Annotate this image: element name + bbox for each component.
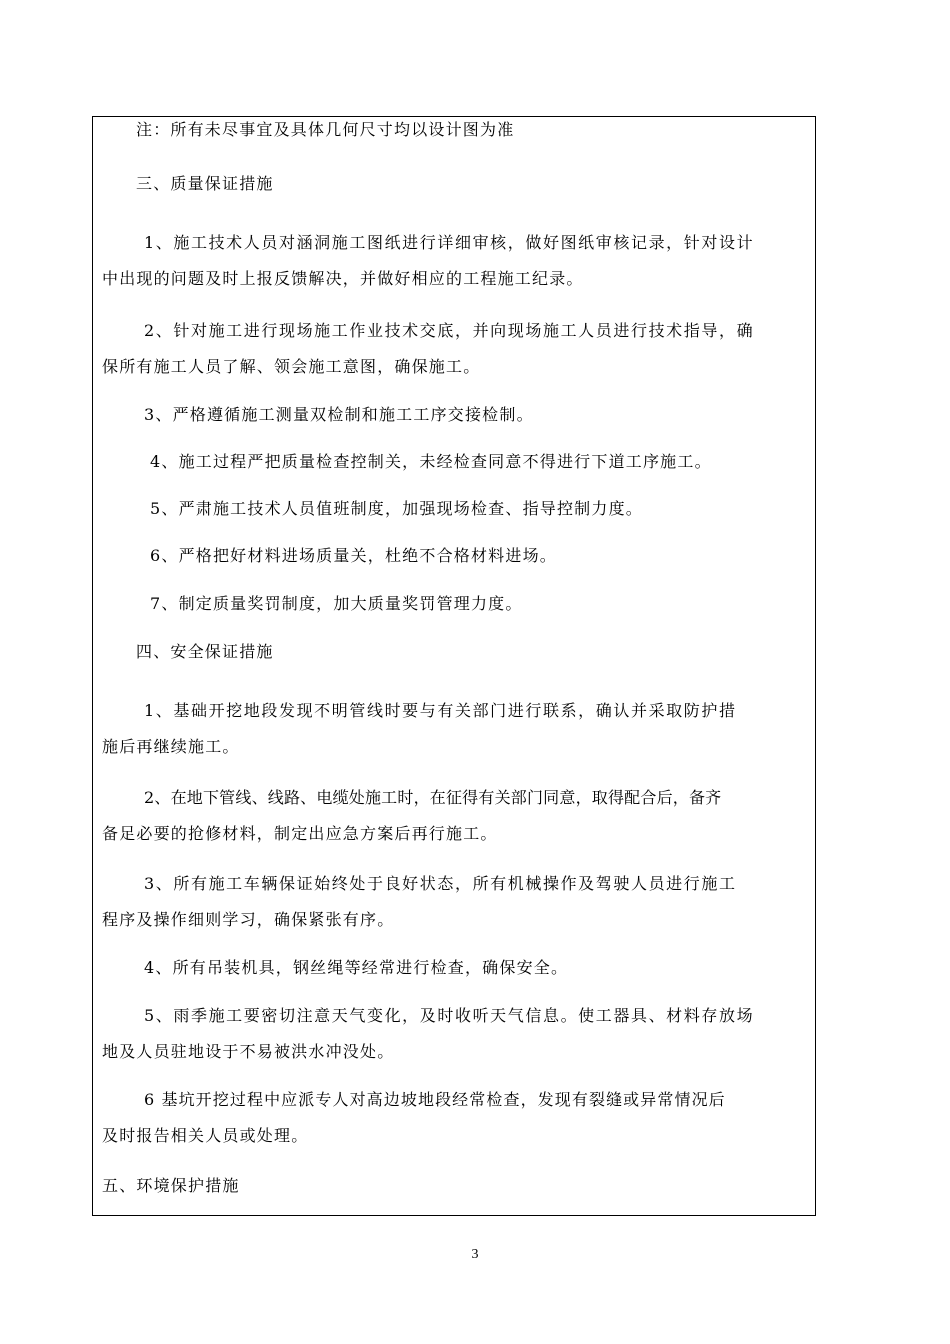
section-3-heading: 三、质量保证措施 [136, 174, 274, 193]
section-4-heading: 四、安全保证措施 [136, 642, 274, 661]
safety-item-5-line-1: 5、雨季施工要密切注意天气变化，及时收听天气信息。使工器具、材料存放场 [144, 1006, 755, 1025]
safety-item-5-line-2: 地及人员驻地设于不易被洪水冲没处。 [102, 1042, 395, 1061]
safety-item-6-line-2: 及时报告相关人员或处理。 [102, 1126, 309, 1145]
safety-item-2-line-2: 备足必要的抢修材料，制定出应急方案后再行施工。 [102, 824, 498, 843]
quality-item-4: 4、施工过程严把质量检查控制关，未经检查同意不得进行下道工序施工。 [150, 452, 712, 471]
safety-item-3-line-1: 3、所有施工车辆保证始终处于良好状态，所有机械操作及驾驶人员进行施工 [144, 874, 737, 893]
quality-item-3: 3、严格遵循施工测量双检制和施工工序交接检制。 [144, 405, 534, 424]
quality-item-7: 7、制定质量奖罚制度，加大质量奖罚管理力度。 [150, 594, 523, 613]
page-number: 3 [471, 1247, 479, 1262]
safety-item-2-line-1: 2、在地下管线、线路、电缆处施工时，在征得有关部门同意，取得配合后，备齐 [144, 788, 722, 807]
section-5-heading: 五、环境保护措施 [102, 1176, 240, 1195]
quality-item-6: 6、严格把好材料进场质量关，杜绝不合格材料进场。 [150, 546, 557, 565]
note-text: 注：所有未尽事宜及具体几何尺寸均以设计图为准 [136, 120, 515, 139]
quality-item-2-line-1: 2、针对施工进行现场施工作业技术交底，并向现场施工人员进行技术指导，确 [144, 321, 755, 340]
quality-item-1-line-1: 1、施工技术人员对涵洞施工图纸进行详细审核，做好图纸审核记录，针对设计 [144, 233, 755, 252]
safety-item-3-line-2: 程序及操作细则学习，确保紧张有序。 [102, 910, 395, 929]
quality-item-2-line-2: 保所有施工人员了解、领会施工意图，确保施工。 [102, 357, 481, 376]
quality-item-5: 5、严肃施工技术人员值班制度，加强现场检查、指导控制力度。 [150, 499, 643, 518]
safety-item-6-line-1: 6 基坑开挖过程中应派专人对高边坡地段经常检查，发现有裂缝或异常情况后 [144, 1090, 726, 1109]
quality-item-1-line-2: 中出现的问题及时上报反馈解决，并做好相应的工程施工纪录。 [102, 269, 584, 288]
safety-item-1-line-1: 1、基础开挖地段发现不明管线时要与有关部门进行联系，确认并采取防护措 [144, 701, 737, 720]
safety-item-4: 4、所有吊装机具，钢丝绳等经常进行检查，确保安全。 [144, 958, 569, 977]
safety-item-1-line-2: 施后再继续施工。 [102, 737, 240, 756]
